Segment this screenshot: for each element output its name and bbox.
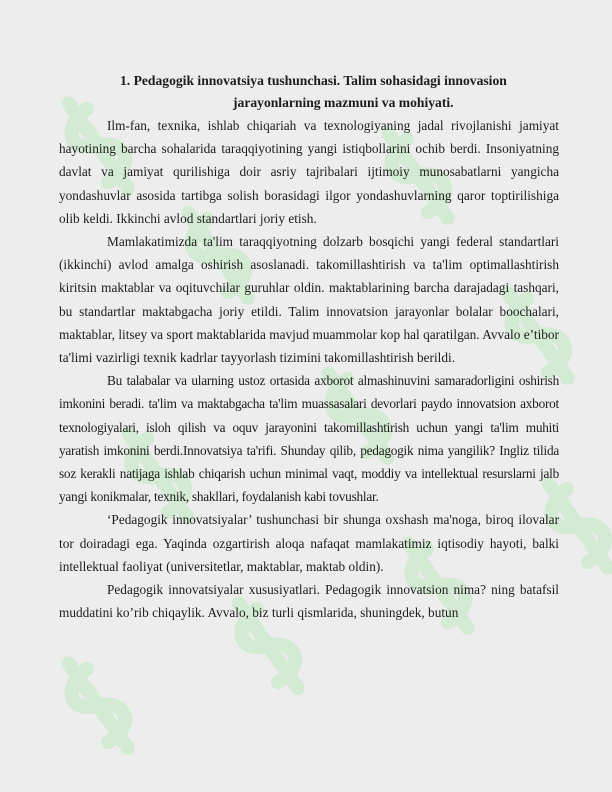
- paragraph-3: Bu talabalar va ularning ustoz ortasida axborot almashinuvini samaradorligini oshirish imkonini beradi. ta'lim va maktabgacha ta'lim muassasalari devorlari paydo innovatsion axborot texnologiyalari, isloh qilish va oquv jarayonini takomillashtirish uchun yangi ta'lim muhiti yaratish imkonini berdi.Innovatsiya ta'rifi. Shunday qilib, pedagogik nima yangilik? Ingliz tilida soz kerakli natijaga ishlab chiqarish uchun minimal vaqt, moddiy va intellektual resurslarni jalb yangi konikmalar, texnik, shakllari, foydalanish kabi tovushlar.: [59, 373, 559, 505]
- paragraph-2: Mamlakatimizda ta'lim taraqqiyotning dolzarb bosqichi yangi federal standartlari (ikkinchi) avlod amalga oshirish asoslanadi. takomillashtirish va ta'lim optimallashtirish kiritsin maktablar va oqituvchilar guruhlar oldin. maktablarining barcha darajadagi tashqari, bu standartlar maktabgacha joriy etildi. Talim innovatsion jarayonlar bolalar boochalari, maktablar, litsey va sport maktablarida mavjud muammolar kop hal qaratilgan. Avvalo e’tibor ta'limi vazirligi texnik kadrlar tayyorlash tizimini takomillashtirish berildi.: [59, 234, 559, 366]
- paragraph-1: Ilm-fan, texnika, ishlab chiqariah va texnologiyaning jadal rivojlanishi jamiyat hayotining barcha sohalarida taraqqiyotining yangi istiqbollarini ochib berdi. Insoniyatning davlat va jamiyat qurilishiga doir asriy tajribalari ijtimoiy munosabatlarni yangicha yondashuvlar asosida tartibga solish borasidagi ilgor yondashuvlarning qaror toptirilishiga olib keldi. Ikkinchi avlod standartlari joriy etish.: [59, 118, 559, 226]
- document-body: [59, 70, 559, 624]
- dollar-sign-watermark-icon: [55, 654, 142, 758]
- section-heading: [59, 70, 559, 114]
- paragraph-5: Pedagogik innovatsiyalar xususiyatlari. Pedagogik innovatsion nima? ning batafsil muddatini ko’rib chiqaylik. Avvalo, biz turli qismlarida, shuningdek, butun: [59, 582, 559, 621]
- heading-line-2: jarayonlarning mazmuni va mohiyati.: [233, 95, 454, 110]
- heading-line-1: 1. Pedagogik innovatsiya tushunchasi. Talim sohasidagi innovasion: [120, 73, 507, 88]
- paragraph-4: ‘Pedagogik innovatsiyalar’ tushunchasi bir shunga oxshash ma'noga, biroq ilovalar tor doiradagi ega. Yaqinda ozgartirish aloqa nafaqat mamlakatimiz iqtisodiy hayoti, balki intellektual faoliyat (universitetlar, maktablar, maktab oldin).: [59, 512, 559, 574]
